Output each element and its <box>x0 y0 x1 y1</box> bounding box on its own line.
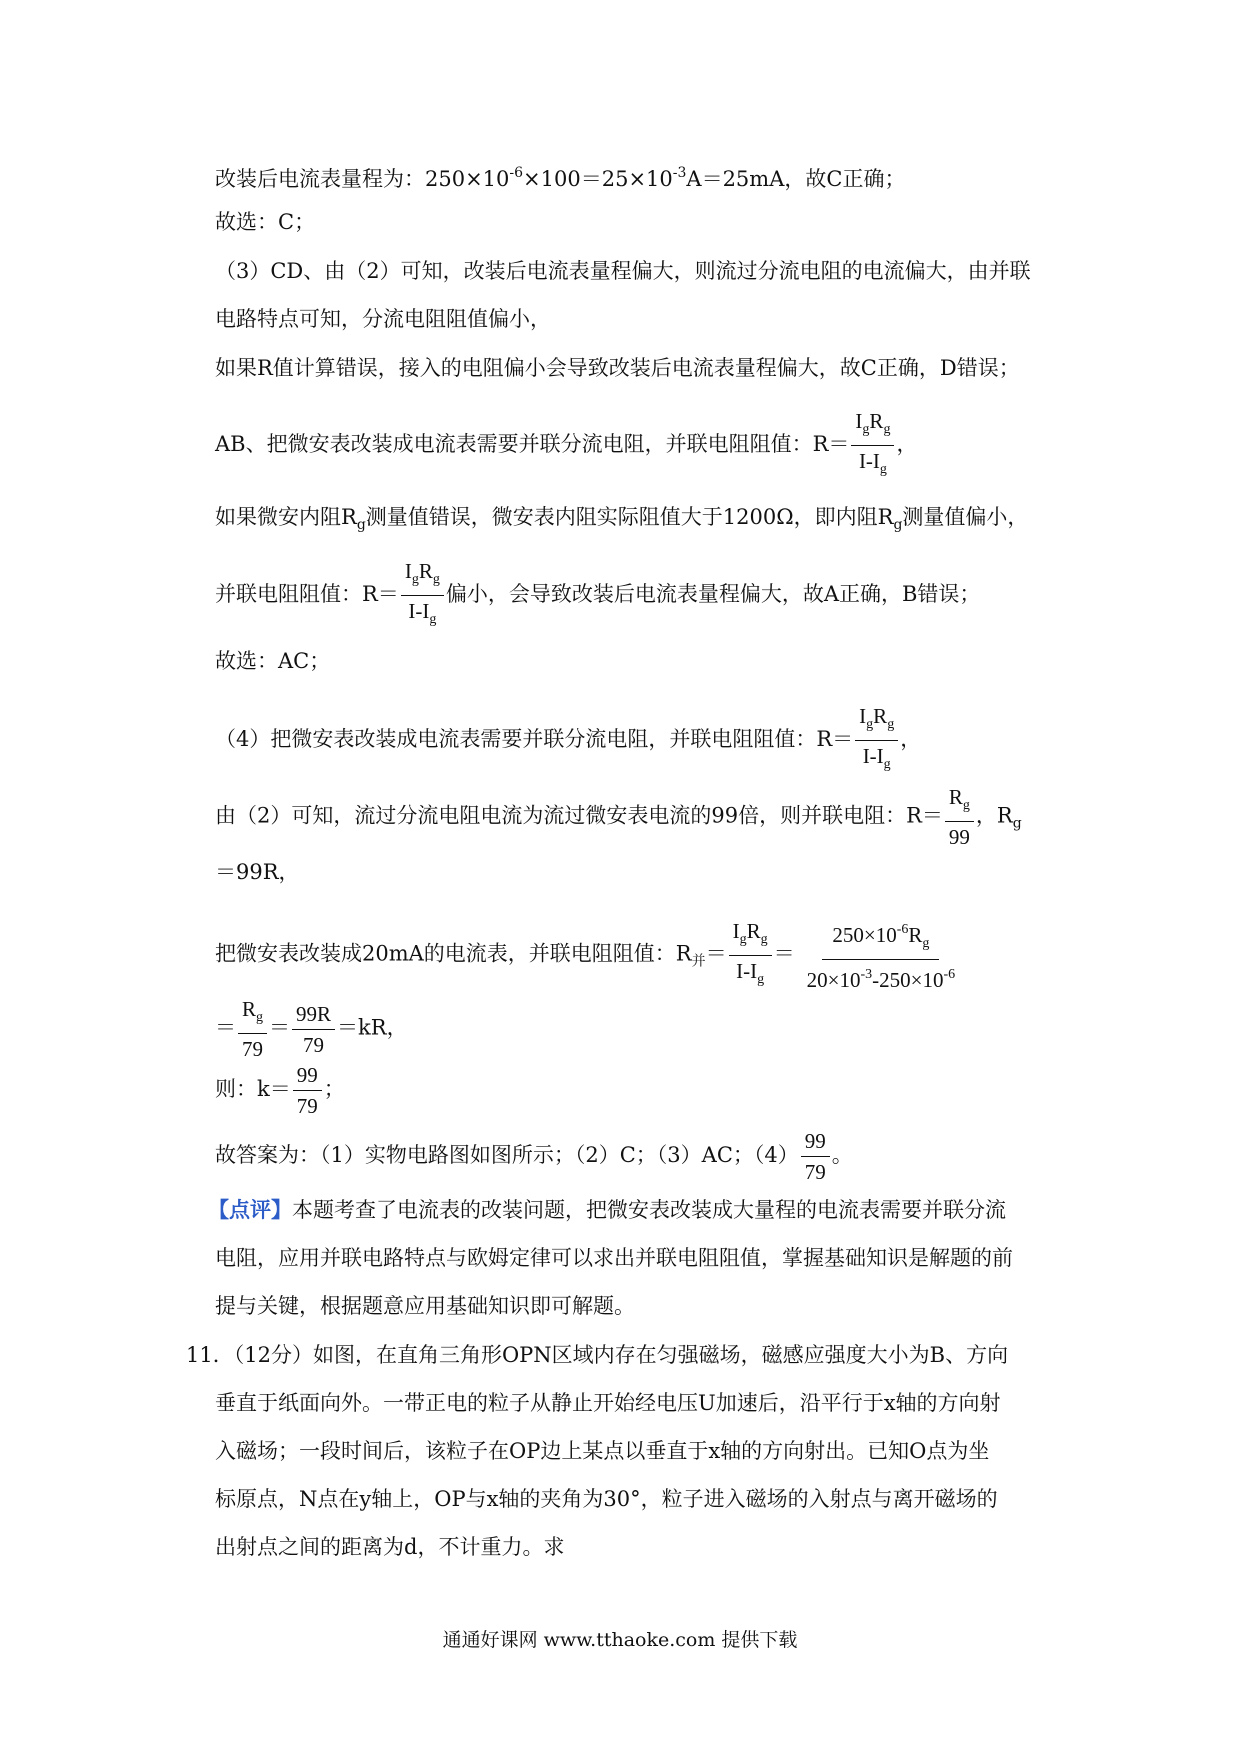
text-span: 本题考查了电流表的改装问题，把微安表改装成大量程的电流表需要并联分流 <box>292 1198 1006 1222</box>
text-span: ＝ <box>269 1015 291 1040</box>
text-span: AB、把微安表改装成电流表需要并联分流电阻，并联电阻阻值：R＝ <box>215 432 850 456</box>
text-span: 。 <box>831 1143 853 1167</box>
frac-text: 79 <box>804 1160 826 1184</box>
text-line <box>215 784 1022 850</box>
frac-text: 99 <box>293 1062 322 1091</box>
subscript: g <box>411 572 419 587</box>
text-line: 出射点之间的距离为d，不计重力。求 <box>215 1535 565 1559</box>
frac-text: I <box>404 559 412 583</box>
frac-text: 79 <box>242 1037 263 1061</box>
frac-text: I <box>855 409 863 433</box>
text-line <box>215 1128 853 1185</box>
text-line: ＝99R， <box>215 860 300 884</box>
subscript: g <box>739 931 747 947</box>
subscript: g <box>883 422 891 437</box>
text-span: A＝25mA，故C正确； <box>686 167 906 191</box>
frac-text: -250×10 <box>872 968 944 992</box>
fraction-IgRg-over-I-Ig <box>729 918 772 993</box>
text-span: 改装后电流表量程为：250×10 <box>215 167 510 191</box>
frac-text: I-I <box>858 449 880 473</box>
fraction-Rg-over-99 <box>945 784 974 850</box>
subscript: g <box>429 612 437 627</box>
text-span: （4）把微安表改装成电流表需要并联分流电阻，并联电阻阻值：R＝ <box>215 727 854 751</box>
fraction-IgRg-over-I-Ig <box>855 703 898 778</box>
text-span: 把微安表改装成20mA的电流表，并联电阻阻值：R <box>215 941 692 966</box>
text-line: 标原点，N点在y轴上，OP与x轴的夹角为30°，粒子进入磁场的入射点与离开磁场的 <box>215 1487 998 1511</box>
text-line <box>208 1195 1006 1225</box>
text-line <box>215 502 1028 540</box>
frac-text: I-I <box>736 958 758 983</box>
superscript: -6 <box>943 967 956 982</box>
fraction-99-over-79 <box>293 1062 322 1119</box>
text-line <box>215 558 980 633</box>
frac-text: R <box>242 997 257 1021</box>
text-line: 11．（12分）如图，在直角三角形OPN区域内存在匀强磁场，磁感应强度大小为B、方向 <box>186 1343 1009 1367</box>
fraction-99R-over-79 <box>292 1001 335 1058</box>
subscript: g <box>922 936 930 951</box>
text-span: 测量值偏小， <box>902 505 1029 529</box>
text-line: 入磁场；一段时间后，该粒子在OP边上某点以垂直于x轴的方向射出。已知O点为坐 <box>215 1439 990 1463</box>
text-span: 则：k＝ <box>215 1077 291 1101</box>
frac-text: R <box>873 704 888 728</box>
superscript: -3 <box>860 967 873 982</box>
subscript: g <box>757 971 765 987</box>
subscript: g <box>883 757 891 772</box>
text-span: ＝ <box>773 941 795 966</box>
text-line <box>215 408 917 483</box>
page-footer: 通通好课网 www.tthaoke.com 提供下载 <box>442 1629 798 1651</box>
subscript: g <box>893 517 903 533</box>
frac-text: 250×10 <box>832 923 897 947</box>
text-line <box>215 158 905 194</box>
frac-text: 99R <box>292 1001 335 1030</box>
fraction-IgRg-over-I-Ig <box>851 408 894 483</box>
fraction-numeric-expression <box>797 917 966 993</box>
frac-text: 99 <box>948 825 970 849</box>
superscript: -6 <box>896 922 909 937</box>
text-span: 如果微安内阻R <box>215 505 357 529</box>
text-line: 电路特点可知，分流电阻阻值偏小， <box>215 307 551 331</box>
frac-text: I <box>859 704 867 728</box>
text-line: 垂直于纸面向外。一带正电的粒子从静止开始经电压U加速后，沿平行于x轴的方向射 <box>215 1391 1001 1415</box>
subscript: g <box>887 717 895 732</box>
frac-text: I <box>732 918 740 943</box>
frac-text: R <box>869 409 884 433</box>
text-line: 提与关键，根据题意应用基础知识即可解题。 <box>215 1294 635 1318</box>
subscript: g <box>862 422 870 437</box>
text-span: 故答案为：（1）实物电路图如图所示；（2）C；（3）AC；（4） <box>215 1143 799 1167</box>
subscript: g <box>432 572 440 587</box>
text-span: ＝ <box>215 1015 236 1040</box>
text-span: 由（2）可知，流过分流电阻电流为流过微安表电流的99倍，则并联电阻：R＝ <box>215 803 943 828</box>
text-span: ， <box>900 727 922 751</box>
text-span: ， <box>896 432 918 456</box>
frac-text: R <box>418 559 433 583</box>
fraction-Rg-over-79 <box>238 996 267 1062</box>
frac-text: R <box>908 923 923 947</box>
frac-text: 79 <box>296 1094 318 1118</box>
text-span: ，R <box>975 803 1013 828</box>
text-span: 测量值错误，微安表内阻实际阻值大于1200Ω，即内阻R <box>365 505 894 529</box>
text-line <box>215 996 408 1062</box>
subscript: g <box>760 931 768 947</box>
comment-tag: 【点评】 <box>208 1197 292 1222</box>
frac-text: I-I <box>408 599 430 623</box>
text-line <box>215 703 921 778</box>
text-line: 如果R值计算错误，接入的电阻偏小会导致改装后电流表量程偏大，故C正确，D错误； <box>215 356 1020 380</box>
text-line: （3）CD、由（2）可知，改装后电流表量程偏大，则流过分流电阻的电流偏大，由并联 <box>215 259 1031 283</box>
text-span: 偏小，会导致改装后电流表量程偏大，故A正确，B错误； <box>445 582 981 606</box>
subscript: 并 <box>691 953 706 970</box>
frac-text: R <box>948 785 963 809</box>
subscript: g <box>1012 815 1022 832</box>
text-line: 故选：AC； <box>215 649 331 673</box>
subscript: g <box>879 462 887 477</box>
text-line <box>215 1062 345 1119</box>
frac-text: 20×10 <box>806 968 861 992</box>
frac-text: I-I <box>862 744 884 768</box>
frac-text: R <box>746 918 761 943</box>
subscript: g <box>356 517 366 533</box>
text-span: ＝ <box>705 941 727 966</box>
text-line: 故选：C； <box>215 210 316 234</box>
text-line: 电阻，应用并联电路特点与欧姆定律可以求出并联电阻阻值，掌握基础知识是解题的前 <box>215 1246 1013 1270</box>
superscript: -6 <box>509 165 524 181</box>
superscript: -3 <box>672 165 687 181</box>
subscript: g <box>962 798 970 813</box>
text-span: ＝kR， <box>337 1015 408 1040</box>
text-span: ； <box>323 1077 345 1101</box>
text-span: ×100＝25×10 <box>523 167 673 191</box>
frac-text: 99 <box>801 1128 830 1157</box>
subscript: g <box>256 1010 264 1025</box>
text-line <box>215 917 967 993</box>
fraction-IgRg-over-I-Ig <box>401 558 444 633</box>
subscript: g <box>866 717 874 732</box>
text-span: 并联电阻阻值：R＝ <box>215 582 399 606</box>
fraction-99-over-79 <box>801 1128 830 1185</box>
frac-text: 79 <box>303 1032 325 1057</box>
